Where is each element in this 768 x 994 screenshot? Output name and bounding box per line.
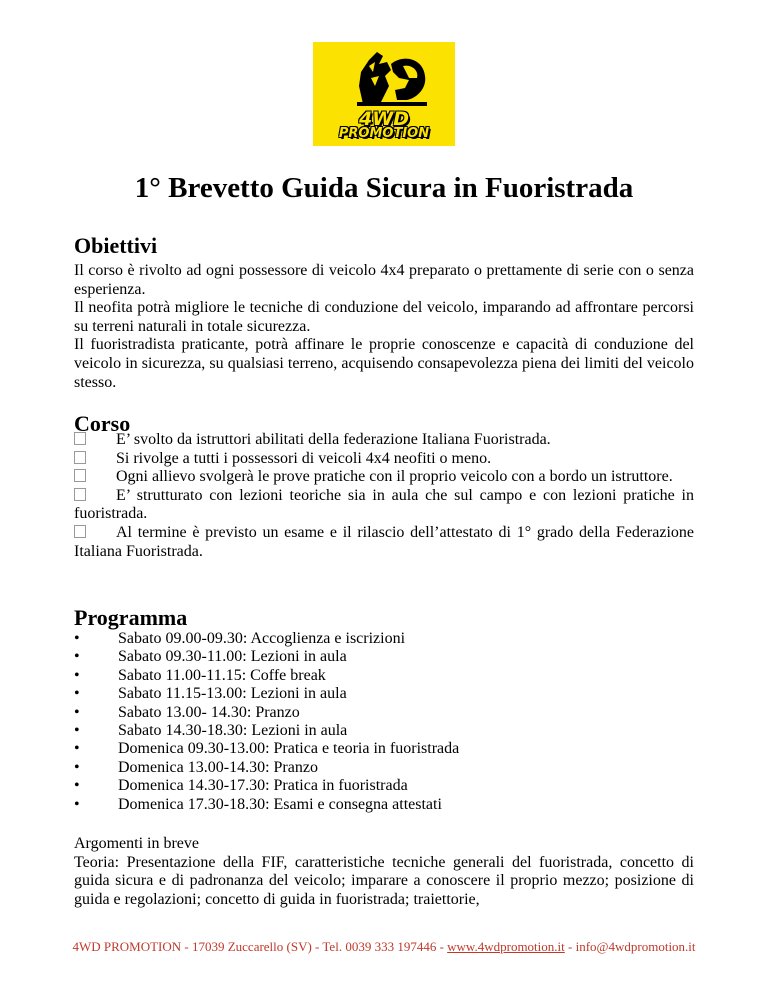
company-logo <box>313 42 455 146</box>
checkbox-placeholder-icon <box>74 525 86 538</box>
footer-suffix: - info@4wdpromotion.it <box>564 939 696 954</box>
programma-list <box>74 630 694 814</box>
obiettivi-paragraph: Il corso è rivolto ad ogni possessore di veicolo 4x4 preparato o prettamente di serie con o senza esperienza. <box>74 262 694 298</box>
logo-text-4wd: 4WD <box>359 108 409 130</box>
list-item-text: Sabato 09.30-11.00: Lezioni in aula <box>118 648 347 666</box>
section-heading-programma: Programma <box>74 605 188 630</box>
section-heading-corso: Corso <box>74 411 131 436</box>
list-item <box>74 667 694 685</box>
obiettivi-text <box>74 262 694 392</box>
checkbox-placeholder-icon <box>74 488 86 501</box>
bullet-icon: • <box>74 648 80 666</box>
argomenti-teoria: Teoria: Presentazione della FIF, caratteristiche tecniche generali del fuoristrada, concetto di guida sicura e di padronanza del veicolo; imparare a conoscere il proprio mezzo; posizione di guida e regolazioni; concetto di guida in fuoristrada; traiettorie, <box>74 853 694 908</box>
list-item <box>74 796 694 814</box>
list-item <box>74 685 694 703</box>
list-item-text: Domenica 09.30-13.00: Pratica e teoria in fuoristrada <box>118 740 460 758</box>
checkbox-placeholder-icon <box>74 451 86 464</box>
list-item-text: E’ svolto da istruttori abilitati della federazione Italiana Fuoristrada. <box>116 431 551 448</box>
list-item <box>74 487 694 524</box>
list-item-text: Sabato 11.00-11.15: Coffe break <box>118 666 326 684</box>
footer-prefix: 4WD PROMOTION - 17039 Zuccarello (SV) - Tel. 0039 333 197446 - <box>72 939 448 954</box>
list-item <box>74 450 694 469</box>
list-item-text: Domenica 17.30-18.30: Esami e consegna attestati <box>118 795 442 813</box>
obiettivi-paragraph: Il neofita potrà migliore le tecniche di conduzione del veicolo, imparando ad affrontare percorsi su terreni naturali in totale sicurezza. <box>74 299 694 335</box>
argomenti-heading: Argomenti in breve <box>74 835 200 852</box>
list-item-text: Sabato 13.00- 14.30: Pranzo <box>118 703 300 721</box>
checkbox-placeholder-icon <box>74 432 86 445</box>
corso-list <box>74 431 694 561</box>
bullet-icon: • <box>74 703 80 721</box>
list-item-text: Si rivolge a tutti i possessori di veicoli 4x4 neofiti o meno. <box>116 449 492 467</box>
list-item-text: Domenica 13.00-14.30: Pranzo <box>118 758 318 776</box>
bullet-icon: • <box>74 722 80 740</box>
list-item-text: Sabato 14.30-18.30: Lezioni in aula <box>118 722 348 740</box>
list-item <box>74 777 694 795</box>
bullet-icon: • <box>74 630 80 647</box>
bullet-icon: • <box>74 666 80 684</box>
list-item <box>74 431 694 450</box>
list-item <box>74 704 694 722</box>
list-item <box>74 468 694 487</box>
website-link[interactable]: www.4wdpromotion.it <box>447 939 565 954</box>
list-item-text: Sabato 11.15-13.00: Lezioni in aula <box>118 685 347 703</box>
logo-text-promotion: PROMOTION <box>338 126 430 141</box>
checkbox-placeholder-icon <box>74 469 86 482</box>
list-item-text: Domenica 14.30-17.30: Pratica in fuoristrada <box>118 777 408 795</box>
bullet-icon: • <box>74 685 80 703</box>
list-item <box>74 648 694 666</box>
page-footer <box>0 939 768 955</box>
list-item <box>74 759 694 777</box>
bullet-icon: • <box>74 777 80 795</box>
list-item <box>74 740 694 758</box>
list-item <box>74 722 694 740</box>
obiettivi-paragraph: Il fuoristradista praticante, potrà affinare le proprie conoscenze e capacità di conduzione del veicolo in sicurezza, su qualsiasi terreno, acquisendo consapevolezza piena dei limiti del veicolo stesso. <box>74 336 694 391</box>
list-item-text: Sabato 09.00-09.30: Accoglienza e iscrizioni <box>118 630 406 647</box>
list-item <box>74 524 694 561</box>
section-heading-obiettivi: Obiettivi <box>74 233 158 258</box>
list-item <box>74 630 694 648</box>
bullet-icon: • <box>74 740 80 758</box>
list-item-text: Al termine è previsto un esame e il rilascio dell’attestato di 1° grado della Federazione Italiana Fuoristrada. <box>74 523 694 560</box>
list-item-text: Ogni allievo svolgerà le prove pratiche con il proprio veicolo con a bordo un istruttore. <box>116 468 673 486</box>
page-title: 1° Brevetto Guida Sicura in Fuoristrada <box>134 172 634 204</box>
bullet-icon: • <box>74 795 80 813</box>
argomenti-section <box>74 835 694 909</box>
list-item-text: E’ strutturato con lezioni teoriche sia in aula che sul campo e con lezioni pratiche in fuoristrada. <box>74 486 694 523</box>
bullet-icon: • <box>74 758 80 776</box>
